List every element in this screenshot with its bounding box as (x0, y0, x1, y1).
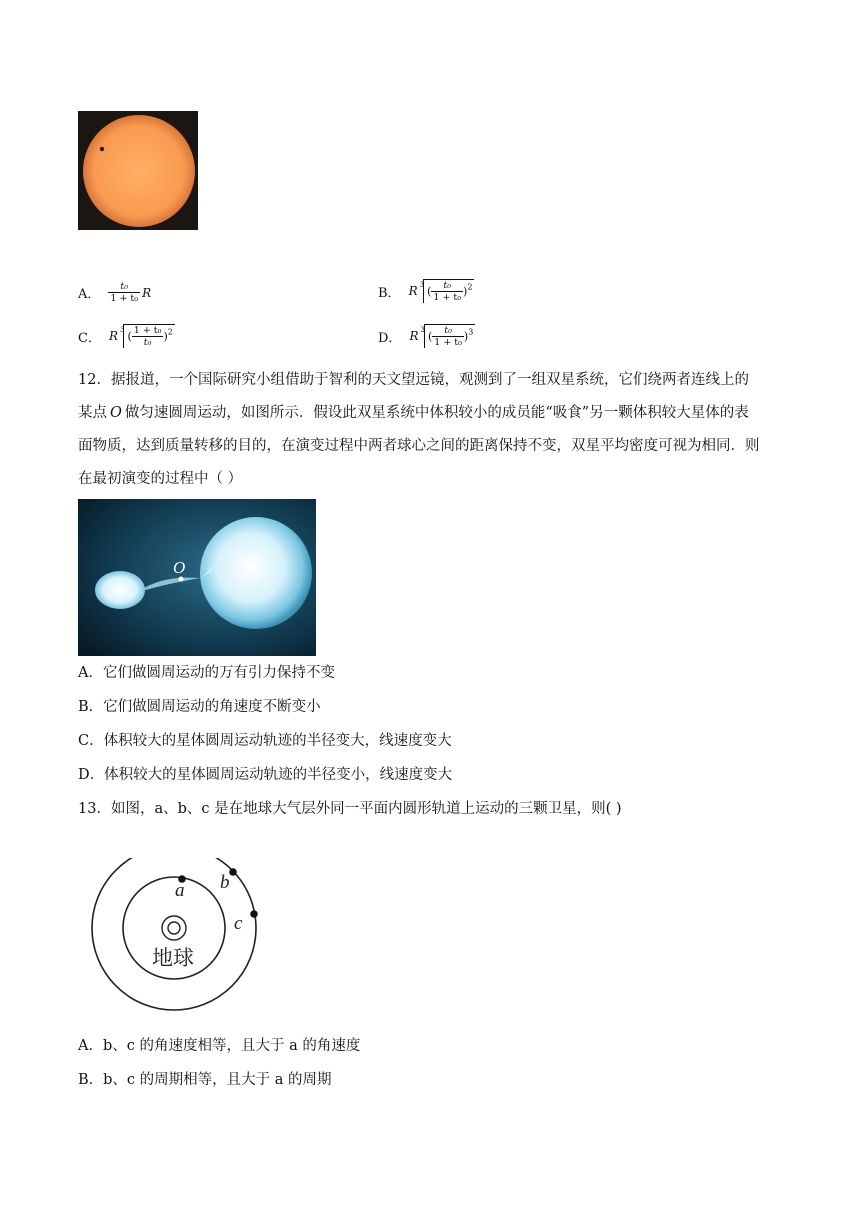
q11-option-b[interactable]: B． R 3 ( $\frac{\text{t₀}}{\text{1 + t₀}}$ )$^2$ (378, 280, 473, 303)
q12-option-a[interactable]: A．它们做圆周运动的万有引力保持不变 (78, 665, 335, 681)
center-point-o (179, 577, 184, 582)
earth-label: 地球 (152, 946, 194, 970)
q11-option-a[interactable]: A． $\frac{\text{t₀}}{\text{1 + t₀}}$ R (78, 281, 152, 304)
q12-stem: 12．据报道，一个国际研究小组借助于智利的天文望远镜，观测到了一组双星系统，它们绕两者连线上的 某点 O 做匀速圆周运动，如图所示．假设此双星系统中体积较小的成员能“吸食”另一颗体积较大星体的表 面物质，达到质量转移的目的，在演变过程中两者球心之间的距离保持不变，双星平均密度可视为相同．则 在最初演变的过程中（ ） (78, 372, 760, 487)
cube-root: ( $\frac{\text{t₀}}{\text{1 + t₀}}$ )$^3$ (424, 324, 475, 348)
q13-option-b[interactable]: B．b、c 的周期相等，且大于 a 的周期 (78, 1072, 332, 1088)
binary-star-illustration (78, 499, 316, 656)
q12-option-c[interactable]: C．体积较大的星体圆周运动轨迹的半径变大，线速度变大 (78, 733, 452, 749)
q13-stem: 13．如图，a、b、c 是在地球大气层外同一平面内圆形轨道上运动的三颗卫星，则( ) (78, 801, 622, 817)
label-b: b (220, 872, 230, 893)
cube-root: ( $\frac{\text{t₀}}{\text{1 + t₀}}$ )$^2$ (423, 279, 474, 303)
orbit-illustration (84, 858, 274, 1018)
large-star (200, 517, 312, 629)
satellite-c (250, 910, 258, 918)
label-a: a (175, 880, 185, 901)
sun-transit-image (78, 111, 198, 230)
satellite-b (229, 868, 237, 876)
label-c: c (234, 913, 243, 934)
binary-star-image (78, 499, 316, 656)
q12-option-b[interactable]: B．它们做圆周运动的角速度不断变小 (78, 699, 321, 715)
orbit-diagram (84, 858, 274, 1018)
q11-option-c[interactable]: C． R 3 ( $\frac{\text{1 + t₀}}{\text{t₀}}$ )$^2$ (78, 325, 173, 348)
small-star (95, 571, 145, 609)
cube-root: ( $\frac{\text{1 + t₀}}{\text{t₀}}$ )$^2$ (123, 324, 174, 348)
q13-option-a[interactable]: A．b、c 的角速度相等，且大于 a 的角速度 (78, 1038, 361, 1054)
label-o: O (173, 558, 186, 577)
fraction: $\frac{\text{t₀}}{\text{1 + t₀}}$ (110, 281, 139, 304)
planet-dot (100, 147, 104, 151)
q12-option-d[interactable]: D．体积较大的星体圆周运动轨迹的半径变小，线速度变大 (78, 767, 453, 783)
earth-ring (162, 916, 186, 940)
sun-illustration (78, 111, 198, 230)
q11-option-d[interactable]: D． R 3 ( $\frac{\text{t₀}}{\text{1 + t₀}}$ )$^3$ (378, 325, 474, 348)
earth-core (168, 922, 180, 934)
